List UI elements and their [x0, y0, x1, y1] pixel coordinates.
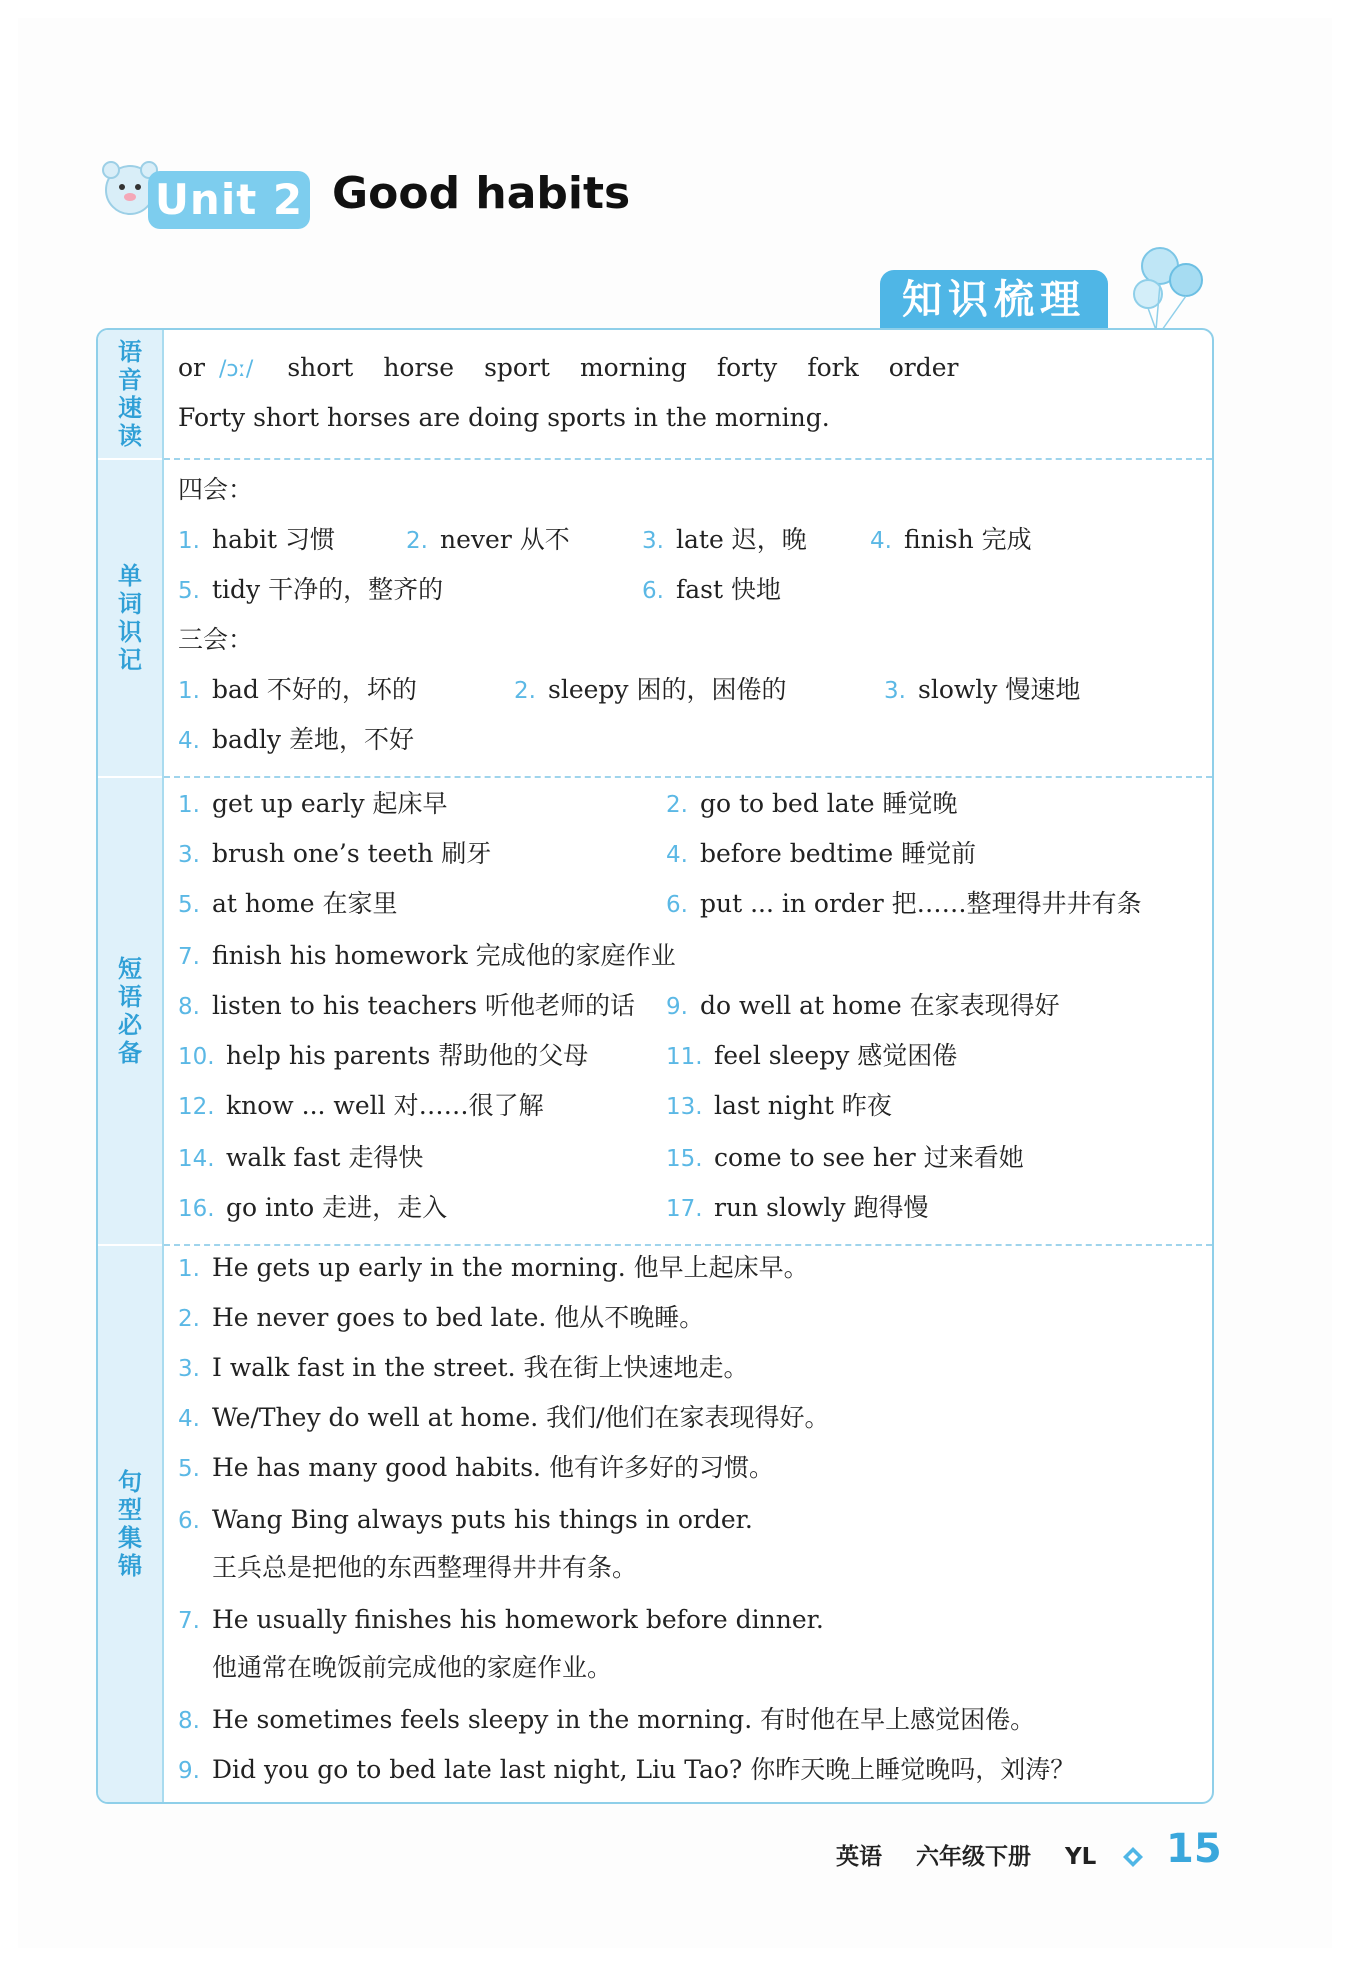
- vocab-item: [870, 524, 1032, 557]
- footer: [836, 1838, 1122, 1871]
- footer-edition: YL: [1065, 1844, 1097, 1870]
- three-skills-title: 三会：: [178, 625, 254, 654]
- label-char: 速: [118, 394, 142, 422]
- sentence-item: [178, 1352, 749, 1385]
- item-text: brush one’s teeth 刷牙: [212, 839, 492, 868]
- label-char: 音: [118, 366, 142, 394]
- item-number: 6.: [642, 578, 664, 604]
- sentence-item: [178, 1302, 704, 1335]
- item-number: 12.: [178, 1094, 215, 1120]
- label-char: 集: [118, 1524, 142, 1552]
- item-number: 6.: [666, 892, 688, 918]
- item-number: 2.: [666, 792, 688, 818]
- sentence-item: [178, 1252, 809, 1285]
- item-number: 1.: [178, 528, 200, 554]
- section-divider: [164, 776, 1212, 778]
- vocab-item: [178, 524, 335, 557]
- item-number: 9.: [178, 1758, 200, 1784]
- phrase-item: [178, 1142, 423, 1175]
- label-pronunciation: [98, 330, 162, 458]
- knowledge-panel: [96, 328, 1214, 1804]
- sentence-item: [178, 1604, 824, 1637]
- item-number: 5.: [178, 1456, 200, 1482]
- phrase-item: [666, 1090, 892, 1123]
- item-number: 3.: [642, 528, 664, 554]
- item-number: 8.: [178, 1708, 200, 1734]
- item-text: walk fast 走得快: [226, 1143, 424, 1172]
- footer-grade: 六年级下册: [916, 1844, 1032, 1870]
- phrase-item: [178, 838, 491, 871]
- item-text: go into 走进，走入: [226, 1193, 448, 1222]
- example-word: fork: [807, 353, 859, 382]
- label-vocabulary: [98, 460, 162, 776]
- label-phrases: [98, 778, 162, 1244]
- item-text: He sometimes feels sleepy in the morning. 有时他在早上感觉困倦。: [212, 1705, 1036, 1734]
- item-text: help his parents 帮助他的父母: [226, 1041, 589, 1070]
- label-char: 读: [118, 422, 142, 450]
- item-number: 11.: [666, 1044, 703, 1070]
- item-number: 1.: [178, 792, 200, 818]
- sentence-translation: [178, 1552, 637, 1584]
- sentence-translation: [178, 1652, 612, 1684]
- item-text: finish his homework 完成他的家庭作业: [212, 941, 676, 970]
- vocab-item: [178, 574, 443, 607]
- item-text: I walk fast in the street. 我在街上快速地走。: [212, 1353, 749, 1382]
- item-text: sleepy 困的，困倦的: [548, 675, 787, 704]
- label-sentences: [98, 1246, 162, 1802]
- item-text: go to bed late 睡觉晚: [700, 789, 958, 818]
- item-number: 5.: [178, 892, 200, 918]
- unit-badge: Unit 2: [148, 171, 310, 229]
- label-char: 语: [118, 338, 142, 366]
- item-text: late 迟，晚: [676, 525, 807, 554]
- label-char: 记: [118, 646, 142, 674]
- item-text: feel sleepy 感觉困倦: [714, 1041, 958, 1070]
- item-number: 4.: [870, 528, 892, 554]
- vocab-item: [884, 674, 1080, 707]
- item-text: badly 差地，不好: [212, 725, 414, 754]
- label-char: 锦: [118, 1552, 142, 1580]
- item-number: 1.: [178, 1256, 200, 1282]
- item-number: 2.: [514, 678, 536, 704]
- item-text: run slowly 跑得慢: [714, 1193, 929, 1222]
- item-text: do well at home 在家表现得好: [700, 991, 1060, 1020]
- phrase-item: [666, 888, 1142, 921]
- example-word: order: [888, 353, 959, 382]
- item-text: Did you go to bed late last night, Liu Tao? 你昨天晚上睡觉晚吗，刘涛？: [212, 1755, 1076, 1784]
- vocab-item: [514, 674, 787, 707]
- sentence-item: [178, 1402, 830, 1435]
- example-word: short: [287, 353, 354, 382]
- phrase-item: [666, 1142, 1024, 1175]
- item-text: come to see her 过来看她: [714, 1143, 1024, 1172]
- phrase-item: [178, 788, 448, 821]
- example-word: horse: [383, 353, 455, 382]
- item-text: He has many good habits. 他有许多好的习惯。: [212, 1453, 774, 1482]
- item-text: fast 快地: [676, 575, 781, 604]
- item-text: at home 在家里: [212, 889, 398, 918]
- label-char: 句: [118, 1468, 142, 1496]
- phrase-item: [178, 990, 635, 1023]
- item-number: 2.: [178, 1306, 200, 1332]
- item-number: 16.: [178, 1196, 215, 1222]
- item-number: 7.: [178, 1608, 200, 1634]
- vocab-item: [406, 524, 570, 557]
- item-text: 他通常在晚饭前完成他的家庭作业。: [212, 1653, 613, 1682]
- unit-title: Good habits: [332, 168, 631, 219]
- balloons-icon: [1120, 238, 1220, 338]
- phrase-item: [178, 1040, 588, 1073]
- item-text: know ... well 对……很了解: [226, 1091, 544, 1120]
- label-char: 型: [118, 1496, 142, 1524]
- sentence-item: [178, 1704, 1035, 1737]
- phrase-item: [178, 940, 676, 973]
- item-text: never 从不: [440, 525, 570, 554]
- item-number: 3.: [178, 842, 200, 868]
- label-char: 识: [118, 618, 142, 646]
- item-text: He never goes to bed late. 他从不晚睡。: [212, 1303, 705, 1332]
- phrase-item: [666, 1192, 928, 1225]
- item-number: 7.: [178, 944, 200, 970]
- section-divider: [164, 458, 1212, 460]
- item-number: 17.: [666, 1196, 703, 1222]
- item-text: put ... in order 把……整理得井井有条: [700, 889, 1142, 918]
- label-char: 必: [118, 1011, 142, 1039]
- item-number: 4.: [666, 842, 688, 868]
- item-text: slowly 慢速地: [918, 675, 1081, 704]
- vocab-item: [178, 674, 417, 707]
- item-number: 6.: [178, 1508, 200, 1534]
- item-number: 1.: [178, 678, 200, 704]
- item-number: 15.: [666, 1146, 703, 1172]
- vocab-item: [642, 574, 781, 607]
- item-text: last night 昨夜: [714, 1091, 892, 1120]
- item-number: 2.: [406, 528, 428, 554]
- pronunciation-words: [178, 352, 988, 386]
- phrase-item: [666, 788, 957, 821]
- label-char: 短: [118, 955, 142, 983]
- item-number: 13.: [666, 1094, 703, 1120]
- item-text: 王兵总是把他的东西整理得井井有条。: [212, 1553, 638, 1582]
- sentence-item: [178, 1504, 753, 1537]
- phrase-item: [178, 888, 398, 921]
- sentence-item: [178, 1754, 1075, 1787]
- pronunciation-sentence: Forty short horses are doing sports in the morning.: [178, 403, 830, 432]
- item-number: 3.: [884, 678, 906, 704]
- label-char: 词: [118, 590, 142, 618]
- item-text: Wang Bing always puts his things in order.: [212, 1505, 753, 1534]
- item-text: habit 习惯: [212, 525, 335, 554]
- item-text: We/They do well at home. 我们/他们在家表现得好。: [212, 1403, 830, 1432]
- item-number: 5.: [178, 578, 200, 604]
- diamond-icon: [1122, 1846, 1144, 1868]
- label-char: 单: [118, 562, 142, 590]
- page-number: 15: [1166, 1826, 1222, 1872]
- item-text: bad 不好的，坏的: [212, 675, 417, 704]
- item-number: 10.: [178, 1044, 215, 1070]
- item-text: He gets up early in the morning. 他早上起床早。: [212, 1253, 809, 1282]
- phrase-item: [178, 1192, 447, 1225]
- item-number: 8.: [178, 994, 200, 1020]
- vocab-item: [178, 724, 414, 757]
- item-number: 4.: [178, 728, 200, 754]
- phrase-item: [666, 1040, 957, 1073]
- item-text: He usually finishes his homework before dinner.: [212, 1605, 824, 1634]
- phrase-item: [666, 990, 1060, 1023]
- item-number: 9.: [666, 994, 688, 1020]
- phrase-item: [666, 838, 976, 871]
- item-text: get up early 起床早: [212, 789, 448, 818]
- label-char: 备: [118, 1039, 142, 1067]
- lead-word: or: [178, 353, 206, 382]
- example-word: sport: [484, 353, 550, 382]
- section-tab: 知识梳理: [880, 270, 1108, 330]
- label-char: 语: [118, 983, 142, 1011]
- panel-divider: [162, 330, 164, 1802]
- sentence-item: [178, 1452, 774, 1485]
- example-word: forty: [716, 353, 778, 382]
- item-text: finish 完成: [904, 525, 1032, 554]
- phrase-item: [178, 1090, 544, 1123]
- item-text: tidy 干净的，整齐的: [212, 575, 444, 604]
- vocab-item: [642, 524, 807, 557]
- four-skills-title: 四会：: [178, 475, 254, 504]
- phonetic-symbol: /ɔː/: [219, 357, 254, 382]
- item-number: 14.: [178, 1146, 215, 1172]
- example-word: morning: [579, 353, 687, 382]
- item-number: 3.: [178, 1356, 200, 1382]
- footer-subject: 英语: [836, 1844, 882, 1870]
- item-text: listen to his teachers 听他老师的话: [212, 991, 635, 1020]
- item-number: 4.: [178, 1406, 200, 1432]
- item-text: before bedtime 睡觉前: [700, 839, 977, 868]
- section-divider: [164, 1244, 1212, 1246]
